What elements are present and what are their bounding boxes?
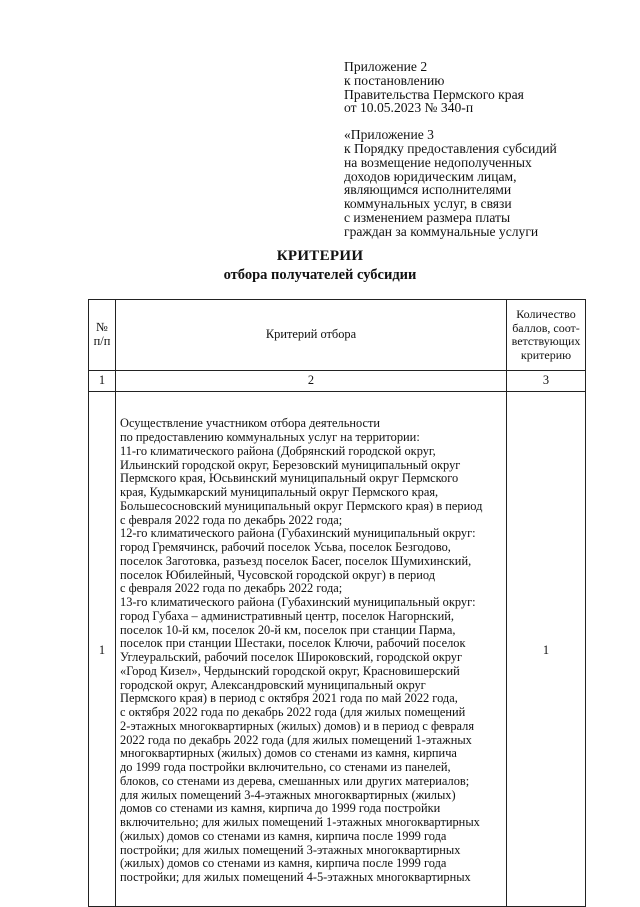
- annex-line: граждан за коммунальные услуги: [344, 223, 539, 239]
- criterion-text-line: с февраля 2022 года по декабрь 2022 года;: [120, 581, 343, 596]
- criterion-text-line: 11-го климатического района (Добрянский городской округ,: [120, 443, 436, 458]
- criterion-text-line: город Гремячинск, рабочий поселок Усьва, поселок Безгодово,: [120, 540, 451, 554]
- appendix-line: Приложение 2: [344, 59, 428, 74]
- criterion-text-line: Осуществление участником отбора деятельности: [120, 416, 381, 431]
- criterion-text-line: блоков, со стенами из дерева, смешанных или других материалов;: [120, 773, 470, 788]
- annex-reference: [344, 128, 614, 238]
- criterion-text-line: Пермского края, Юсьвинский муниципальный округ Пермского: [120, 471, 459, 486]
- annex-line: с изменением размера платы: [344, 209, 511, 225]
- annex-line: на возмещение недополученных: [344, 154, 532, 170]
- document-title: КРИТЕРИИ: [276, 248, 364, 264]
- criterion-text-line: домов со стенами из камня, кирпича до 1999 года постройки: [120, 801, 441, 816]
- criterion-text-line: многоквартирных (жилых) домов со стенами из камня, кирпича: [120, 746, 457, 761]
- criterion-text-line: края, Кудымкарский муниципальный округ Пермского края,: [120, 485, 439, 499]
- annex-line: коммунальных услуг, в связи: [344, 196, 512, 212]
- criterion-text-line: поселок при станции Шестаки, поселок Ключи, рабочий поселок: [120, 636, 466, 651]
- column-number: 3: [507, 371, 586, 392]
- column-number: 1: [89, 371, 116, 392]
- appendix-line: Правительства Пермского края: [344, 86, 524, 102]
- table-row: [89, 392, 586, 907]
- annex-line: являющимся исполнителями: [344, 182, 512, 198]
- criterion-text-line: поселок Заготовка, разъезд поселок Басег, поселок Шумихинский,: [120, 553, 472, 568]
- annex-line: доходов юридическим лицам,: [344, 168, 517, 184]
- criterion-text-line: для жилых помещений 3-4-этажных многоквартирных (жилых): [120, 787, 456, 802]
- criterion-text-line: постройки; для жилых помещений 4-5-этажных многоквартирных: [120, 870, 471, 884]
- criterion-text-line: включительно; для жилых помещений 1-этажных многоквартирных: [120, 815, 480, 829]
- appendix-header: [344, 60, 614, 239]
- criterion-text-line: с октября 2022 года по декабрь 2022 года (для жилых помещений: [120, 705, 466, 719]
- header-points: Количество баллов, соот- ветствующих критерию: [507, 300, 586, 371]
- column-number: 2: [116, 371, 507, 392]
- row-points: 1: [507, 392, 586, 907]
- header-criterion: Критерий отбора: [116, 300, 507, 371]
- annex-line: «Приложение 3: [344, 127, 434, 143]
- criterion-text-line: «Город Кизел», Чердынский городской округ, Красновишерский: [120, 663, 460, 678]
- criterion-text-line: до 1999 года постройки включительно, со стенами из панелей,: [120, 760, 451, 774]
- table-header-row: [89, 300, 586, 371]
- criterion-text-line: поселок Юбилейный, Чусовской городской округ) в период: [120, 567, 435, 582]
- column-number-row: [89, 371, 586, 392]
- criterion-text-line: по предоставлению коммунальных услуг на территории:: [120, 430, 420, 444]
- appendix-line: от 10.05.2023 № 340-п: [344, 100, 474, 116]
- criterion-text-line: (жилых) домов со стенами из камня, кирпича после 1999 года: [120, 856, 447, 871]
- criterion-text-line: город Губаха – административный центр, поселок Нагорнский,: [120, 608, 455, 623]
- criterion-text-line: с февраля 2022 года по декабрь 2022 года;: [120, 512, 343, 527]
- criterion-text-line: 12-го климатического района (Губахинский муниципальный округ:: [120, 526, 476, 541]
- criterion-text: [116, 392, 507, 907]
- criteria-table: [88, 299, 586, 907]
- criterion-text-line: поселок 10-й км, поселок 20-й км, поселок при станции Парма,: [120, 622, 456, 637]
- criterion-text-line: Углеуральский, рабочий поселок Широковский, городской округ: [120, 650, 463, 664]
- appendix-line: к постановлению: [344, 72, 445, 88]
- document-subtitle: отбора получателей субсидии: [223, 267, 417, 283]
- criterion-text-line: 2-этажных многоквартирных (жилых) домов) и в период с февраля: [120, 718, 475, 733]
- criterion-text-line: постройки; для жилых помещений 3-этажных многоквартирных: [120, 842, 461, 857]
- criterion-text-line: Ильинский городской округ, Березовский муниципальный округ: [120, 457, 461, 472]
- annex-line: к Порядку предоставления субсидий: [344, 140, 557, 156]
- criterion-text-line: Большесосновский муниципальный округ Пермского края) в период: [120, 498, 483, 513]
- header-num: № п/п: [89, 300, 116, 371]
- appendix-reference: [344, 60, 614, 115]
- row-number: 1: [89, 392, 116, 907]
- criterion-text-line: (жилых) домов со стенами из камня, кирпича после 1999 года: [120, 828, 447, 843]
- criterion-text-line: Пермского края) в период с октября 2021 года по май 2022 года,: [120, 691, 458, 706]
- criterion-text-line: 2022 года по декабрь 2022 года (для жилых помещений 1-этажных: [120, 732, 472, 747]
- criterion-text-line: 13-го климатического района (Губахинский муниципальный округ:: [120, 595, 476, 609]
- criterion-text-line: городской округ, Александровский муниципальный округ: [120, 677, 426, 692]
